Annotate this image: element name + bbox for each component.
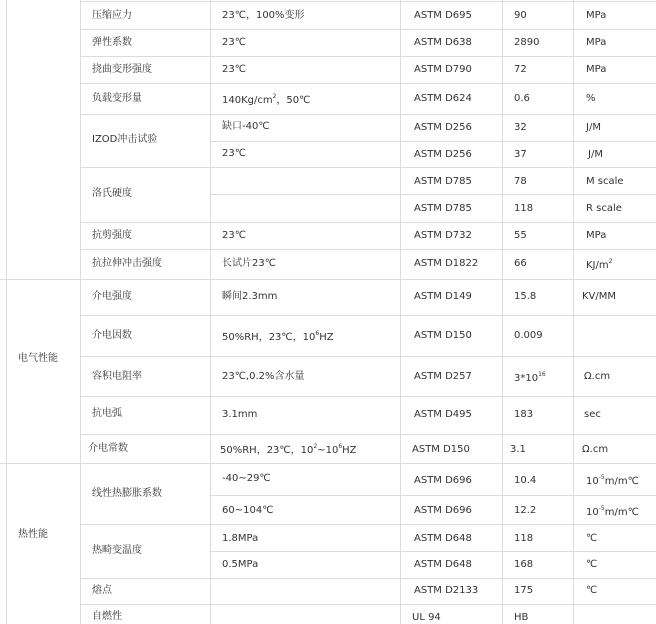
column-divider xyxy=(400,0,401,624)
unit-cell: % xyxy=(586,93,596,104)
unit-cell: $10^{-5}m/m℃$ xyxy=(586,473,639,487)
value-cell: 0.009 xyxy=(514,330,543,341)
row-divider xyxy=(80,396,656,397)
condition-cell: 23℃ xyxy=(222,230,246,241)
column-divider xyxy=(80,0,81,624)
standard-cell: ASTM D732 xyxy=(414,230,472,241)
row-divider xyxy=(80,604,656,605)
row-divider xyxy=(80,356,656,357)
unit-cell: Ω.cm xyxy=(582,444,609,455)
standard-cell: ASTM D695 xyxy=(414,10,472,21)
value-cell: 175 xyxy=(514,585,534,596)
row-divider xyxy=(80,167,656,168)
unit-cell: R scale xyxy=(586,203,622,214)
unit-cell: $KJ/m^2$ xyxy=(586,257,613,271)
property-label: 抗电弧 xyxy=(92,408,122,419)
property-label: 熔点 xyxy=(92,585,112,596)
condition-cell: 23℃ xyxy=(222,37,246,48)
property-label: 介电因数 xyxy=(92,330,132,341)
property-label: 弹性系数 xyxy=(92,37,132,48)
condition-cell: $140Kg/cm^2$，50℃ xyxy=(222,92,311,106)
condition-cell: 缺口-40℃ xyxy=(222,121,270,132)
condition-cell: 50%RH，23℃，$10^6HZ$ xyxy=(222,329,334,343)
row-divider xyxy=(80,524,656,525)
unit-cell: MPa xyxy=(586,64,607,75)
unit-cell: ℃ xyxy=(586,585,598,596)
column-divider xyxy=(6,0,7,624)
row-divider xyxy=(80,114,656,115)
row-divider xyxy=(80,578,656,579)
value-cell: 3.1 xyxy=(510,444,526,455)
value-cell: 168 xyxy=(514,559,534,570)
value-cell: 78 xyxy=(514,176,527,187)
standard-cell: ASTM D1822 xyxy=(414,258,479,269)
condition-cell: 1.8MPa xyxy=(222,533,259,544)
standard-cell: ASTM D785 xyxy=(414,176,472,187)
unit-cell: sec xyxy=(584,409,601,420)
condition-cell: 60~104℃ xyxy=(222,505,274,516)
value-cell: 118 xyxy=(514,203,534,214)
value-cell: 37 xyxy=(514,149,527,160)
property-label: 容积电阻率 xyxy=(92,371,142,382)
row-divider xyxy=(210,194,656,195)
condition-cell: 长试片23℃ xyxy=(222,258,276,269)
row-divider xyxy=(80,83,656,84)
unit-cell: KV/MM xyxy=(582,291,617,302)
column-divider xyxy=(573,0,574,624)
row-divider xyxy=(0,463,656,464)
property-label: IZOD冲击试验 xyxy=(92,134,158,145)
unit-cell: MPa xyxy=(586,10,607,21)
condition-cell: 23℃ xyxy=(222,64,246,75)
value-cell: 32 xyxy=(514,122,527,133)
property-label: 介电常数 xyxy=(88,443,128,454)
standard-cell: ASTM D257 xyxy=(414,371,472,382)
row-divider xyxy=(210,141,656,142)
unit-cell: $10^{-5}m/m℃$ xyxy=(586,504,639,518)
row-divider xyxy=(0,279,656,280)
value-cell: 0.6 xyxy=(514,93,530,104)
property-label: 自燃性 xyxy=(92,611,122,622)
row-divider xyxy=(80,249,656,250)
standard-cell: ASTM D648 xyxy=(414,559,472,570)
property-label: 洛氏硬度 xyxy=(92,188,132,199)
condition-cell: 瞬间2.3mm xyxy=(222,291,278,302)
property-label: 介电强度 xyxy=(92,291,132,302)
standard-cell: ASTM D495 xyxy=(414,409,472,420)
row-divider xyxy=(80,222,656,223)
row-divider xyxy=(210,495,656,496)
standard-cell: ASTM D256 xyxy=(414,149,472,160)
value-cell: 15.8 xyxy=(514,291,537,302)
value-cell: 10.4 xyxy=(514,475,537,486)
condition-cell: 0.5MPa xyxy=(222,559,259,570)
condition-cell: 3.1mm xyxy=(222,409,258,420)
value-cell: $3*10^{16}$ xyxy=(514,370,546,384)
condition-cell: 23℃ xyxy=(222,148,246,159)
value-cell: 118 xyxy=(514,533,534,544)
unit-cell: J/M xyxy=(588,149,603,160)
standard-cell: ASTM D2133 xyxy=(414,585,479,596)
condition-cell: 50%RH，23℃，$10^2\sim 10^6HZ$ xyxy=(220,442,357,456)
standard-cell: ASTM D149 xyxy=(414,291,472,302)
value-cell: HB xyxy=(514,612,529,623)
property-label: 热畸变温度 xyxy=(92,545,142,556)
condition-cell: -40~29℃ xyxy=(222,473,271,484)
unit-cell: Ω.cm xyxy=(584,371,611,382)
condition-cell: 23℃，100%变形 xyxy=(222,10,305,21)
value-cell: 2890 xyxy=(514,37,540,48)
standard-cell: ASTM D150 xyxy=(412,444,470,455)
category-label: 电气性能 xyxy=(18,353,58,364)
value-cell: 12.2 xyxy=(514,505,537,516)
standard-cell: ASTM D638 xyxy=(414,37,472,48)
property-label: 负载变形量 xyxy=(92,93,142,104)
standard-cell: UL 94 xyxy=(412,612,441,623)
property-label: 抗拉伸冲击强度 xyxy=(92,258,162,269)
standard-cell: ASTM D648 xyxy=(414,533,472,544)
standard-cell: ASTM D785 xyxy=(414,203,472,214)
value-cell: 55 xyxy=(514,230,527,241)
property-label: 压缩应力 xyxy=(92,10,132,21)
value-cell: 72 xyxy=(514,64,527,75)
row-divider xyxy=(80,56,656,57)
row-divider xyxy=(80,1,656,2)
condition-cell: 23℃,0.2%含水量 xyxy=(222,371,305,382)
standard-cell: ASTM D256 xyxy=(414,122,472,133)
unit-cell: MPa xyxy=(586,37,607,48)
unit-cell: MPa xyxy=(586,230,607,241)
column-divider xyxy=(502,0,503,624)
unit-cell: ℃ xyxy=(586,533,598,544)
value-cell: 183 xyxy=(514,409,534,420)
row-divider xyxy=(80,434,656,435)
standard-cell: ASTM D790 xyxy=(414,64,472,75)
standard-cell: ASTM D696 xyxy=(414,475,472,486)
value-cell: 90 xyxy=(514,10,527,21)
row-divider xyxy=(210,551,656,552)
property-label: 抗剪强度 xyxy=(92,230,132,241)
unit-cell: J/M xyxy=(586,122,601,133)
standard-cell: ASTM D150 xyxy=(414,330,472,341)
column-divider xyxy=(210,0,211,624)
row-divider xyxy=(80,29,656,30)
row-divider xyxy=(80,315,656,316)
category-label: 热性能 xyxy=(18,529,48,540)
value-cell: 66 xyxy=(514,258,527,269)
property-label: 线性热膨胀系数 xyxy=(92,488,162,499)
standard-cell: ASTM D696 xyxy=(414,505,472,516)
unit-cell: ℃ xyxy=(586,559,598,570)
standard-cell: ASTM D624 xyxy=(414,93,472,104)
property-label: 挠曲变形强度 xyxy=(92,64,152,75)
unit-cell: M scale xyxy=(586,176,624,187)
